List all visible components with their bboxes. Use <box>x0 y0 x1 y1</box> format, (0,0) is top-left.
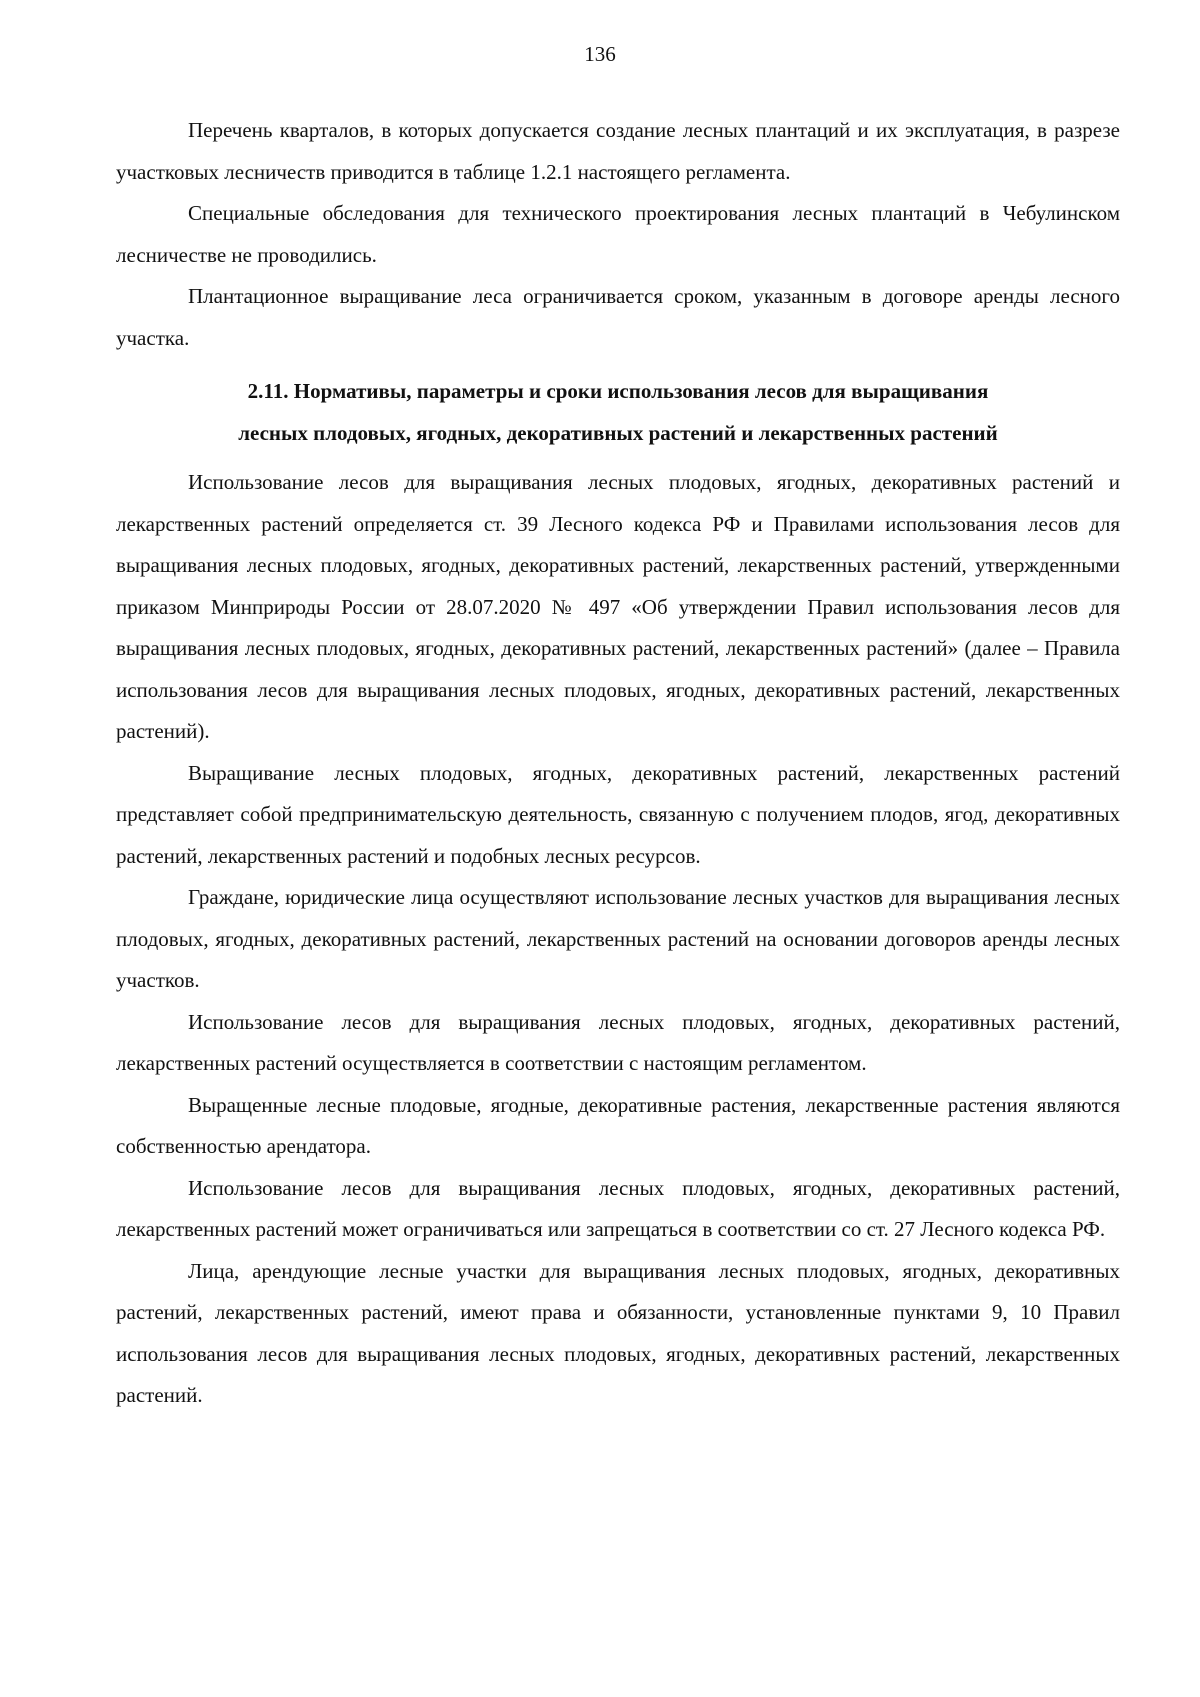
section-heading-line: 2.11. Нормативы, параметры и сроки использования лесов для выращивания <box>247 379 989 403</box>
paragraph: Плантационное выращивание леса ограничивается сроком, указанным в договоре аренды лесного участка. <box>116 284 1120 350</box>
section-heading <box>116 371 1120 454</box>
paragraph: Граждане, юридические лица осуществляют использование лесных участков для выращивания лесных плодовых, ягодных, декоративных растений, лекарственных растений на основании договоров аренды лесных участков. <box>116 885 1120 992</box>
paragraph: Выращивание лесных плодовых, ягодных, декоративных растений, лекарственных растений представляет собой предпринимательскую деятельность, связанную с получением плодов, ягод, декоративных растений, лекарственных растений и подобных лесных ресурсов. <box>116 760 1120 868</box>
paragraph: Перечень кварталов, в которых допускается создание лесных плантаций и их эксплуатация, в разрезе участковых лесничеств приводится в таблице 1.2.1 настоящего регламента. <box>116 118 1120 184</box>
paragraph: Использование лесов для выращивания лесных плодовых, ягодных, декоративных растений, лекарственных растений может ограничиваться или запрещаться в соответствии со ст. 27 Лесного кодекса РФ. <box>116 1175 1120 1241</box>
paragraph: Использование лесов для выращивания лесных плодовых, ягодных, декоративных растений, лекарственных растений осуществляется в соответствии с настоящим регламентом. <box>116 1009 1120 1075</box>
paragraph: Выращенные лесные плодовые, ягодные, декоративные растения, лекарственные растения являются собственностью арендатора. <box>116 1092 1120 1158</box>
paragraph: Использование лесов для выращивания лесных плодовых, ягодных, декоративных растений и лекарственных растений определяется ст. 39 Лесного кодекса РФ и Правилами использования лесов для выращивания лесных плодовых, ягодных, декоративных растений, лекарственных растений, утвержденными приказом Минприроды России от 28.07.2020 № 497 «Об утверждении Правил использования лесов для выращивания лесных плодовых, ягодных, декоративных растений, лекарственных растений» (далее – Правила использования лесов для выращивания лесных плодовых, ягодных, декоративных растений, лекарственных растений). <box>116 470 1120 743</box>
paragraph: Специальные обследования для технического проектирования лесных плантаций в Чебулинском лесничестве не проводились. <box>116 201 1120 267</box>
document-body <box>116 110 1120 1417</box>
paragraph: Лица, арендующие лесные участки для выращивания лесных плодовых, ягодных, декоративных растений, лекарственных растений, имеют права и обязанности, установленные пунктами 9, 10 Правил использования лесов для выращивания лесных плодовых, ягодных, декоративных растений, лекарственных растений. <box>116 1258 1120 1407</box>
section-heading-line: лесных плодовых, ягодных, декоративных растений и лекарственных растений <box>238 420 998 445</box>
page-number: 136 <box>584 42 616 66</box>
